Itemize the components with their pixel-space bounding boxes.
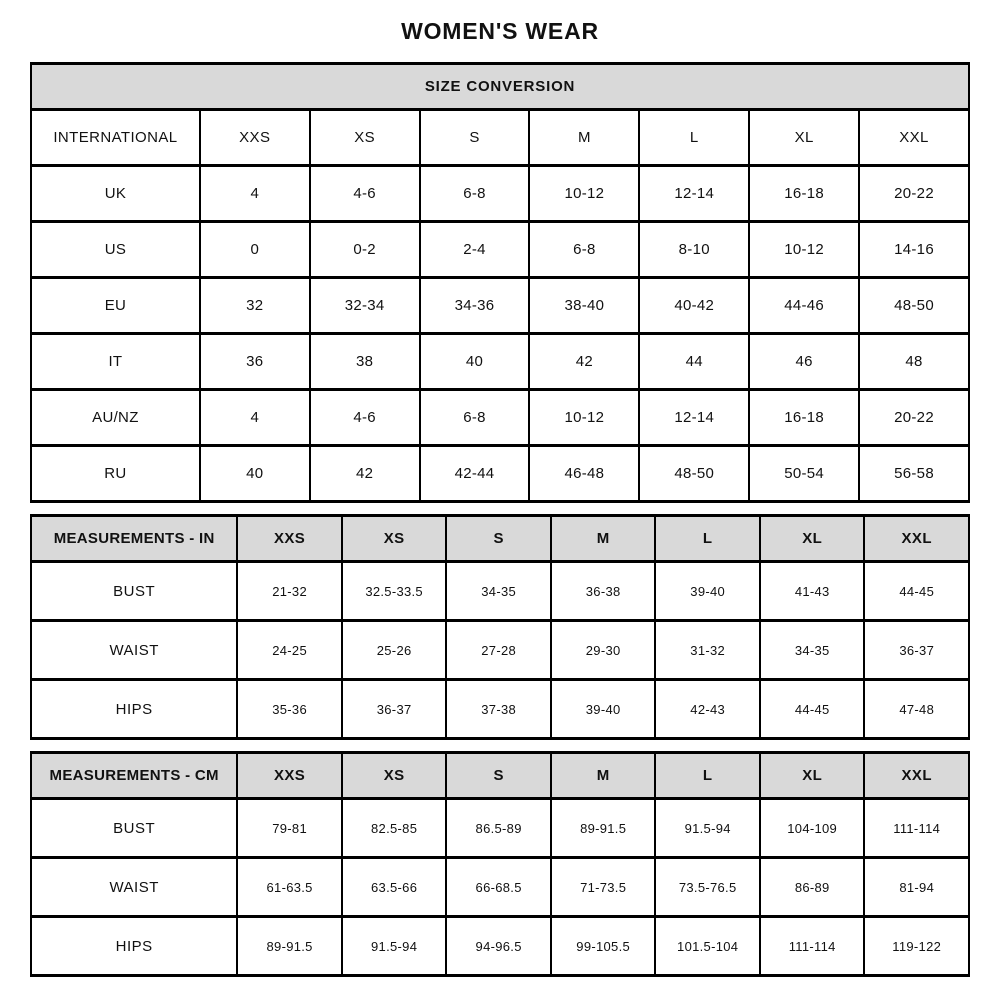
value-cell: 44-45 <box>760 680 865 739</box>
value-cell: 36-37 <box>342 680 447 739</box>
value-cell: 4 <box>200 390 310 446</box>
value-cell: 27-28 <box>446 621 551 680</box>
value-cell: 42-43 <box>655 680 760 739</box>
value-cell: 20-22 <box>859 390 969 446</box>
table-row <box>31 166 969 222</box>
table-row <box>31 446 969 502</box>
value-cell: 44 <box>639 334 749 390</box>
value-cell: 42 <box>310 446 420 502</box>
row-label: IT <box>31 334 200 390</box>
value-cell: 40 <box>200 446 310 502</box>
table-row <box>31 562 969 621</box>
column-header-cell: XXL <box>864 516 969 562</box>
row-label: UK <box>31 166 200 222</box>
value-cell: 38-40 <box>529 278 639 334</box>
column-header-cell: INTERNATIONAL <box>31 110 200 166</box>
column-header-cell: XXL <box>859 110 969 166</box>
column-header-cell: M <box>551 516 656 562</box>
column-header-cell: XXL <box>864 753 969 799</box>
value-cell: 46-48 <box>529 446 639 502</box>
value-cell: 91.5-94 <box>342 917 447 976</box>
value-cell: 34-35 <box>446 562 551 621</box>
row-label: BUST <box>31 799 237 858</box>
value-cell: 56-58 <box>859 446 969 502</box>
value-cell: 20-22 <box>859 166 969 222</box>
column-header-cell: M <box>551 753 656 799</box>
column-header-cell: XS <box>342 516 447 562</box>
table-row <box>31 858 969 917</box>
measurements-in-table <box>30 514 970 740</box>
value-cell: 36-37 <box>864 621 969 680</box>
table-title-row <box>31 64 969 110</box>
value-cell: 6-8 <box>420 166 530 222</box>
value-cell: 40 <box>420 334 530 390</box>
value-cell: 89-91.5 <box>237 917 342 976</box>
table-row <box>31 222 969 278</box>
column-header-cell: XL <box>760 516 865 562</box>
column-header-cell: XL <box>760 753 865 799</box>
column-header-row <box>31 516 969 562</box>
value-cell: 42-44 <box>420 446 530 502</box>
measurements-cm-header: MEASUREMENTS - CM <box>31 753 237 799</box>
value-cell: 111-114 <box>864 799 969 858</box>
value-cell: 48-50 <box>639 446 749 502</box>
value-cell: 36 <box>200 334 310 390</box>
measurements-cm-body <box>31 799 969 976</box>
value-cell: 46 <box>749 334 859 390</box>
value-cell: 104-109 <box>760 799 865 858</box>
value-cell: 40-42 <box>639 278 749 334</box>
column-header-cell: L <box>655 516 760 562</box>
value-cell: 37-38 <box>446 680 551 739</box>
value-cell: 44-46 <box>749 278 859 334</box>
value-cell: 86-89 <box>760 858 865 917</box>
value-cell: 73.5-76.5 <box>655 858 760 917</box>
column-header-row <box>31 110 969 166</box>
value-cell: 111-114 <box>760 917 865 976</box>
value-cell: 32 <box>200 278 310 334</box>
value-cell: 38 <box>310 334 420 390</box>
value-cell: 41-43 <box>760 562 865 621</box>
value-cell: 81-94 <box>864 858 969 917</box>
value-cell: 39-40 <box>551 680 656 739</box>
value-cell: 119-122 <box>864 917 969 976</box>
column-header-cell: XXS <box>237 753 342 799</box>
row-label: WAIST <box>31 621 237 680</box>
table-row <box>31 680 969 739</box>
value-cell: 44-45 <box>864 562 969 621</box>
column-header-cell: S <box>446 516 551 562</box>
value-cell: 12-14 <box>639 390 749 446</box>
value-cell: 39-40 <box>655 562 760 621</box>
table-row <box>31 334 969 390</box>
value-cell: 29-30 <box>551 621 656 680</box>
value-cell: 32.5-33.5 <box>342 562 447 621</box>
value-cell: 34-36 <box>420 278 530 334</box>
value-cell: 10-12 <box>529 390 639 446</box>
value-cell: 4-6 <box>310 166 420 222</box>
value-cell: 12-14 <box>639 166 749 222</box>
value-cell: 48 <box>859 334 969 390</box>
size-conversion-table <box>30 62 970 503</box>
row-label: RU <box>31 446 200 502</box>
column-header-cell: XL <box>749 110 859 166</box>
table-row <box>31 621 969 680</box>
value-cell: 10-12 <box>529 166 639 222</box>
value-cell: 82.5-85 <box>342 799 447 858</box>
value-cell: 8-10 <box>639 222 749 278</box>
column-header-cell: M <box>529 110 639 166</box>
column-header-cell: S <box>446 753 551 799</box>
value-cell: 25-26 <box>342 621 447 680</box>
value-cell: 66-68.5 <box>446 858 551 917</box>
value-cell: 48-50 <box>859 278 969 334</box>
value-cell: 94-96.5 <box>446 917 551 976</box>
value-cell: 0-2 <box>310 222 420 278</box>
value-cell: 101.5-104 <box>655 917 760 976</box>
table-row <box>31 799 969 858</box>
value-cell: 24-25 <box>237 621 342 680</box>
table-row <box>31 917 969 976</box>
row-label: AU/NZ <box>31 390 200 446</box>
value-cell: 10-12 <box>749 222 859 278</box>
table-row <box>31 278 969 334</box>
value-cell: 6-8 <box>420 390 530 446</box>
value-cell: 16-18 <box>749 390 859 446</box>
column-header-cell: S <box>420 110 530 166</box>
size-conversion-header: SIZE CONVERSION <box>31 64 969 110</box>
column-header-cell: XS <box>310 110 420 166</box>
value-cell: 21-32 <box>237 562 342 621</box>
size-conversion-body <box>31 166 969 502</box>
row-label: BUST <box>31 562 237 621</box>
column-header-cell: L <box>655 753 760 799</box>
value-cell: 79-81 <box>237 799 342 858</box>
value-cell: 91.5-94 <box>655 799 760 858</box>
value-cell: 4-6 <box>310 390 420 446</box>
value-cell: 35-36 <box>237 680 342 739</box>
value-cell: 99-105.5 <box>551 917 656 976</box>
value-cell: 71-73.5 <box>551 858 656 917</box>
row-label: HIPS <box>31 680 237 739</box>
row-label: WAIST <box>31 858 237 917</box>
row-label: US <box>31 222 200 278</box>
value-cell: 61-63.5 <box>237 858 342 917</box>
value-cell: 32-34 <box>310 278 420 334</box>
value-cell: 31-32 <box>655 621 760 680</box>
column-header-cell: XS <box>342 753 447 799</box>
value-cell: 14-16 <box>859 222 969 278</box>
value-cell: 63.5-66 <box>342 858 447 917</box>
column-header-cell: XXS <box>237 516 342 562</box>
column-header-cell: XXS <box>200 110 310 166</box>
column-header-row <box>31 753 969 799</box>
column-header-cell: L <box>639 110 749 166</box>
value-cell: 50-54 <box>749 446 859 502</box>
value-cell: 4 <box>200 166 310 222</box>
value-cell: 47-48 <box>864 680 969 739</box>
value-cell: 6-8 <box>529 222 639 278</box>
row-label: EU <box>31 278 200 334</box>
measurements-in-body <box>31 562 969 739</box>
value-cell: 36-38 <box>551 562 656 621</box>
value-cell: 16-18 <box>749 166 859 222</box>
value-cell: 86.5-89 <box>446 799 551 858</box>
value-cell: 42 <box>529 334 639 390</box>
value-cell: 2-4 <box>420 222 530 278</box>
value-cell: 34-35 <box>760 621 865 680</box>
measurements-cm-table <box>30 751 970 977</box>
value-cell: 0 <box>200 222 310 278</box>
page-title: WOMEN'S WEAR <box>401 18 599 44</box>
value-cell: 89-91.5 <box>551 799 656 858</box>
table-row <box>31 390 969 446</box>
row-label: HIPS <box>31 917 237 976</box>
measurements-in-header: MEASUREMENTS - IN <box>31 516 237 562</box>
